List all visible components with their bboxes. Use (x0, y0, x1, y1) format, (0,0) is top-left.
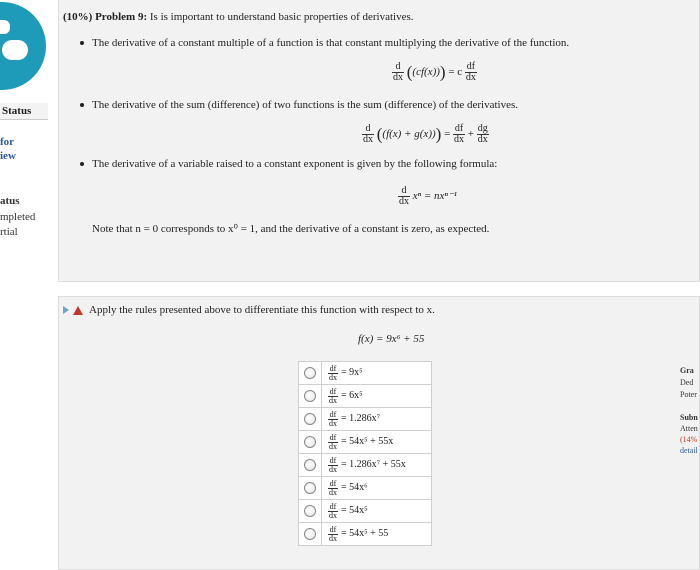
answer-choices (298, 361, 432, 546)
sidebar-link-for[interactable]: for (0, 136, 15, 148)
answer-rhs: = 54x⁵ (341, 505, 368, 517)
radio-cell[interactable] (299, 385, 322, 408)
bullet-constant-multiple (80, 37, 569, 49)
bullet-sum-rule (80, 99, 518, 111)
bullet-text: The derivative of a constant multiple of a function is that constant multiplying the derivative of the function. (92, 37, 570, 49)
answer-choice-row[interactable] (299, 523, 432, 546)
answer-radio[interactable] (304, 459, 316, 471)
answer-radio[interactable] (304, 390, 316, 402)
answer-expression: $\frac{df}{dx}$ = 1.286x⁷ + 55x (322, 454, 432, 477)
expand-arrow-icon[interactable] (63, 306, 69, 314)
formula-constant-multiple: $\frac{d}{dx}$ ((cf(x))) = c $\frac{df}{dx}$ (393, 61, 476, 83)
answer-choice-row[interactable] (299, 408, 432, 431)
sidebar-status-label: atus (0, 195, 20, 207)
app-logo (0, 0, 50, 95)
answer-expression: $\frac{df}{dx}$ = 6x⁵ (322, 385, 432, 408)
answer-choice-row[interactable] (299, 431, 432, 454)
bullet-text: The derivative of a variable raised to a constant exponent is given by the following formula: (92, 158, 498, 170)
radio-cell[interactable] (299, 431, 322, 454)
answer-choice-row[interactable] (299, 385, 432, 408)
radio-cell[interactable] (299, 408, 322, 431)
answer-expression: $\frac{df}{dx}$ = 54x⁶ (322, 477, 432, 500)
sidebar-link-view[interactable]: iew (0, 150, 16, 162)
answer-radio[interactable] (304, 413, 316, 425)
power-rule-note: Note that n = 0 corresponds to x⁰ = 1, and the derivative of a constant is zero, as expected. (92, 223, 490, 235)
answer-rhs: = 9x⁵ (341, 367, 363, 379)
radio-cell[interactable] (299, 500, 322, 523)
answer-rhs: = 54x⁵ + 55x (341, 436, 394, 448)
question-prompt-text: Apply the rules presented above to differentiate this function with respect to x. (89, 304, 435, 316)
problem-title (63, 11, 414, 23)
answer-rhs: = 1.286x⁷ (341, 413, 381, 425)
problem-number: (10%) Problem 9: (63, 11, 148, 23)
answer-rhs: = 1.286x⁷ + 55x (341, 459, 406, 471)
warning-icon (73, 306, 83, 315)
answer-radio[interactable] (304, 436, 316, 448)
deduction-label: Ded (680, 378, 694, 387)
radio-cell[interactable] (299, 523, 322, 546)
question-prompt (63, 304, 435, 316)
answer-expression: $\frac{df}{dx}$ = 1.286x⁷ (322, 408, 432, 431)
answer-choice-row[interactable] (299, 477, 432, 500)
answer-radio[interactable] (304, 505, 316, 517)
answer-expression: $\frac{df}{dx}$ = 54x⁵ + 55 (322, 523, 432, 546)
detail-link[interactable]: detail (680, 446, 698, 455)
answer-rhs: = 54x⁶ (341, 482, 368, 494)
bullet-power-rule (80, 158, 497, 170)
answer-expression: $\frac{df}{dx}$ = 9x⁵ (322, 362, 432, 385)
status-header: Status (0, 103, 48, 120)
formula-power-rule: $\frac{d}{dx}$ xⁿ = nxⁿ⁻¹ (399, 185, 457, 207)
answer-expression: $\frac{df}{dx}$ = 54x⁵ + 55x (322, 431, 432, 454)
radio-cell[interactable] (299, 454, 322, 477)
answer-rhs: = 54x⁵ + 55 (341, 528, 389, 540)
answer-choice-row[interactable] (299, 362, 432, 385)
formula-sum-rule: $\frac{d}{dx}$ ((f(x) + g(x))) = $\frac{df}{dx}$ + $\frac{dg}{dx}$ (363, 123, 488, 145)
answer-expression: $\frac{df}{dx}$ = 54x⁵ (322, 500, 432, 523)
question-function: f(x) = 9x⁶ + 55 (358, 333, 425, 345)
sidebar-partial: rtial (0, 226, 18, 238)
submissions-label: Subn (680, 413, 698, 422)
potential-label: Poter (680, 390, 697, 399)
radio-cell[interactable] (299, 362, 322, 385)
attempts-label: Atten (680, 424, 698, 433)
sidebar-completed: mpleted (0, 211, 36, 223)
grade-label: Gra (680, 366, 694, 375)
bullet-text: The derivative of the sum (difference) of two functions is the sum (difference) of the derivatives. (92, 99, 518, 111)
answer-radio[interactable] (304, 482, 316, 494)
answer-rhs: = 6x⁵ (341, 390, 363, 402)
answer-choice-row[interactable] (299, 454, 432, 477)
radio-cell[interactable] (299, 477, 322, 500)
answer-radio[interactable] (304, 528, 316, 540)
answer-radio[interactable] (304, 367, 316, 379)
answer-choice-row[interactable] (299, 500, 432, 523)
attempts-percent: (14% (680, 435, 698, 444)
problem-intro: Is is important to understand basic properties of derivatives. (147, 11, 414, 23)
